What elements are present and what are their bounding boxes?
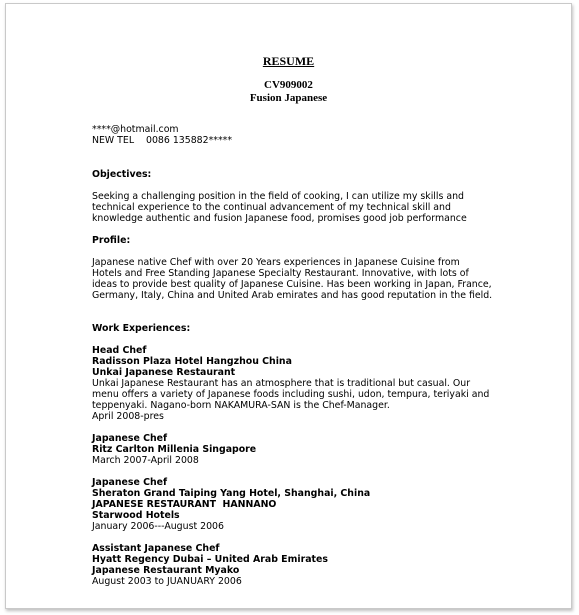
job-restaurant: JAPANESE RESTAURANT HANNANO bbox=[92, 499, 277, 510]
job-title: Assistant Japanese Chef bbox=[92, 543, 220, 554]
cv-code: CV909002 bbox=[264, 79, 313, 91]
job-dates: April 2008-pres bbox=[92, 411, 164, 422]
profile-line: Japanese native Chef with over 20 Years experiences in Japanese Cuisine from bbox=[92, 257, 460, 268]
profile-heading: Profile: bbox=[92, 235, 131, 246]
job-entry bbox=[92, 433, 552, 466]
cv-subtitle: Fusion Japanese bbox=[249, 92, 328, 104]
profile-line: Hotels and Free Standing Japanese Specialty Restaurant. Innovative, with lots of bbox=[92, 268, 469, 279]
work-heading: Work Experiences: bbox=[92, 323, 191, 334]
job-entry bbox=[92, 477, 552, 532]
job-employer: Ritz Carlton Millenia Singapore bbox=[92, 444, 257, 455]
job-dates: March 2007-April 2008 bbox=[92, 455, 199, 466]
contact-email: ****@hotmail.com bbox=[92, 124, 179, 135]
objectives-line: knowledge authentic and fusion Japanese food, promises good job performance bbox=[92, 213, 467, 224]
job-description: teppenyaki. Nagano-born NAKAMURA-SAN is the Chef-Manager. bbox=[92, 400, 390, 411]
profile-line: ideas to provide best quality of Japanese Cuisine. Has been working in Japan, France, bbox=[92, 279, 492, 290]
profile-line: Germany, Italy, China and United Arab emirates and has good reputation in the field. bbox=[92, 290, 493, 301]
job-company: Starwood Hotels bbox=[92, 510, 180, 521]
job-employer: Sheraton Grand Taiping Yang Hotel, Shanghai, China bbox=[92, 488, 371, 499]
job-description: menu offers a variety of Japanese foods including sushi, udon, tempura, teriyaki and bbox=[92, 389, 490, 400]
job-restaurant: Unkai Japanese Restaurant bbox=[92, 367, 236, 378]
objectives-heading: Objectives: bbox=[92, 169, 152, 180]
job-employer: Hyatt Regency Dubai – United Arab Emirates bbox=[92, 554, 328, 565]
job-title: Japanese Chef bbox=[92, 477, 168, 488]
resume-page bbox=[5, 3, 572, 609]
job-title: Head Chef bbox=[92, 345, 147, 356]
contact-tel: NEW TEL 0086 135882***** bbox=[92, 135, 233, 146]
job-entry bbox=[92, 543, 552, 587]
job-description: Unkai Japanese Restaurant has an atmosphere that is traditional but casual. Our bbox=[92, 378, 471, 389]
objectives-line: technical experience to the continual advancement of my technical skill and bbox=[92, 202, 451, 213]
job-entry bbox=[92, 345, 552, 422]
job-restaurant: Japanese Restaurant Myako bbox=[92, 565, 240, 576]
job-dates: January 2006---August 2006 bbox=[92, 521, 224, 532]
job-title: Japanese Chef bbox=[92, 433, 168, 444]
resume-title: RESUME bbox=[262, 54, 315, 68]
resume-body bbox=[92, 124, 552, 587]
objectives-line: Seeking a challenging position in the field of cooking, I can utilize my skills and bbox=[92, 191, 465, 202]
job-employer: Radisson Plaza Hotel Hangzhou China bbox=[92, 356, 292, 367]
job-dates: August 2003 to JUANUARY 2006 bbox=[92, 576, 242, 587]
